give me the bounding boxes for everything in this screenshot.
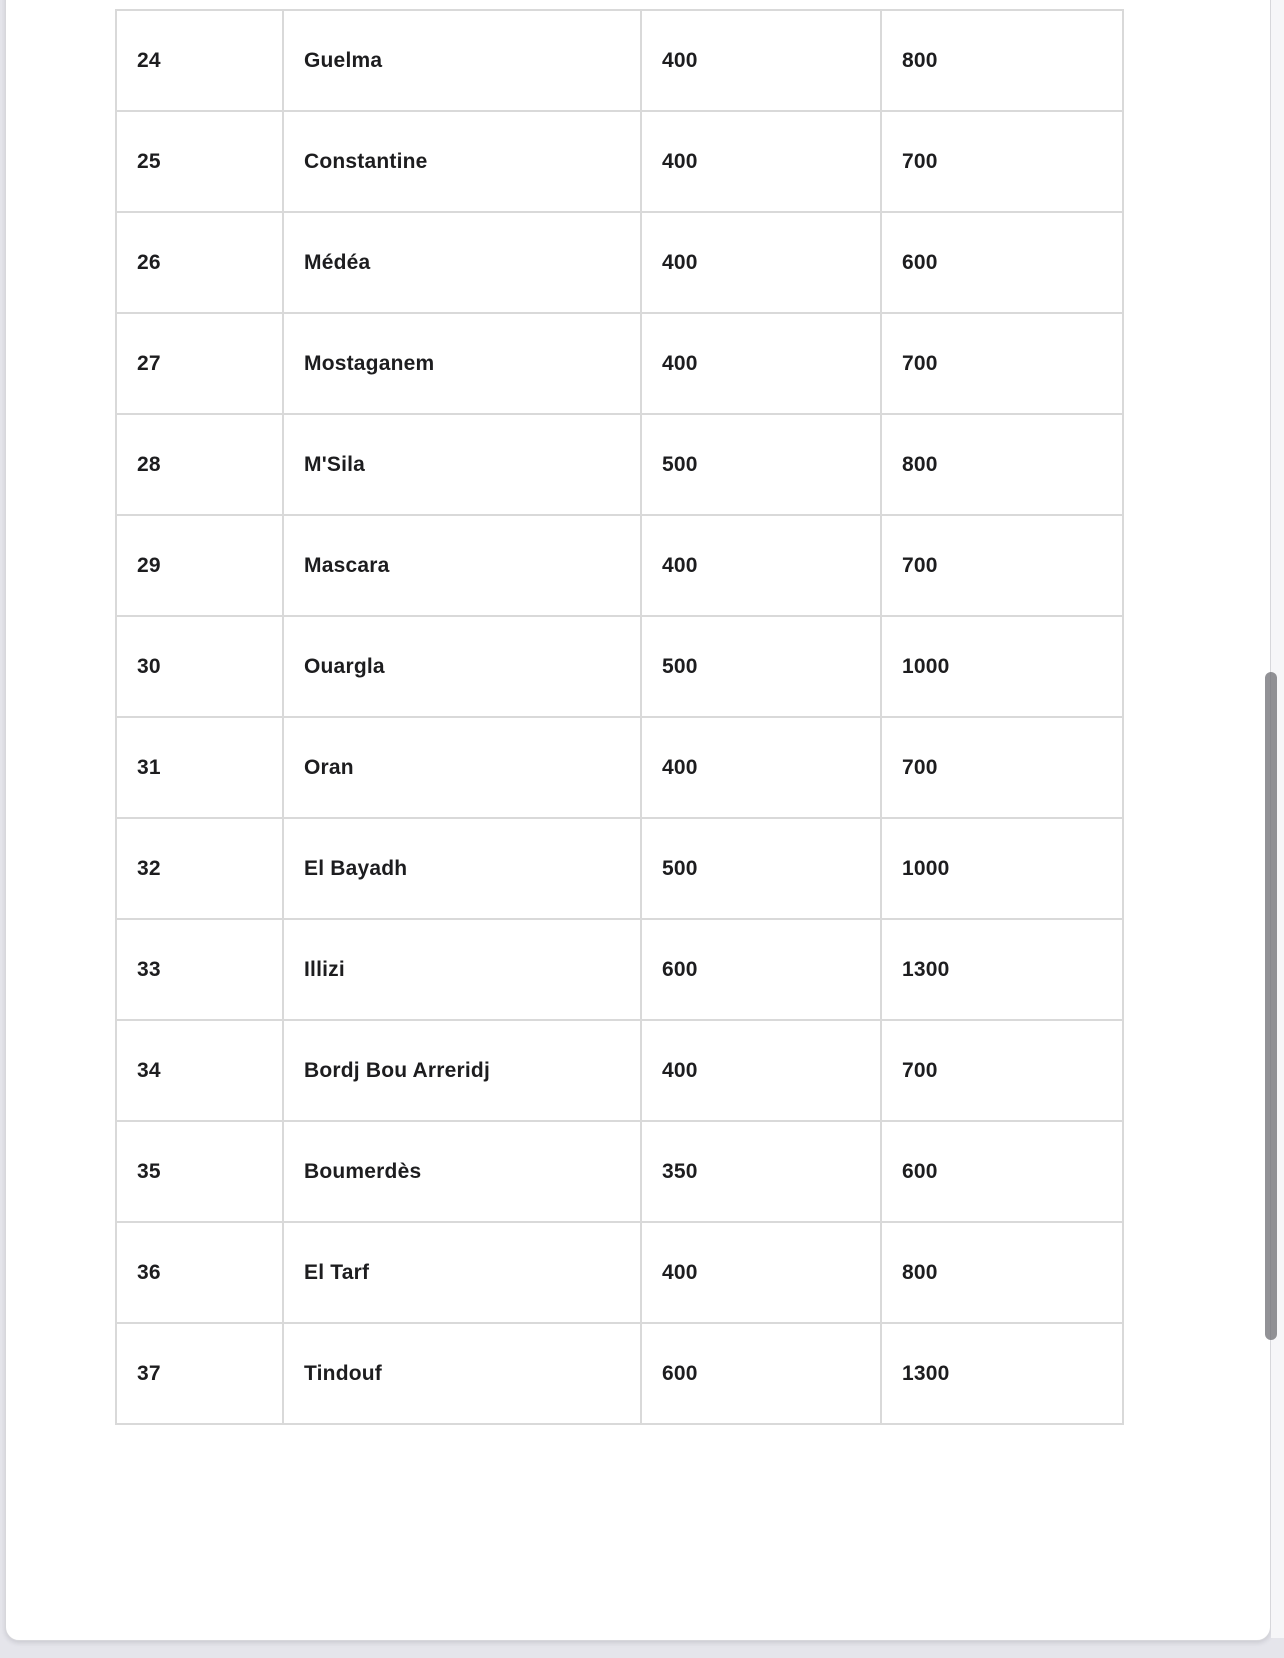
price-1-cell: 400 (641, 1222, 881, 1323)
wilaya-name-cell: Boumerdès (283, 1121, 641, 1222)
wilaya-name-cell: El Bayadh (283, 818, 641, 919)
wilaya-name-cell: Illizi (283, 919, 641, 1020)
price-2-cell: 700 (881, 515, 1123, 616)
row-number-cell: 36 (116, 1222, 283, 1323)
table-row (116, 818, 1123, 919)
table-row (116, 414, 1123, 515)
price-1-cell: 600 (641, 1323, 881, 1424)
row-number-cell: 33 (116, 919, 283, 1020)
table-row (116, 919, 1123, 1020)
table-row (116, 515, 1123, 616)
price-1-cell: 400 (641, 10, 881, 111)
price-2-cell: 800 (881, 1222, 1123, 1323)
table-row (116, 1121, 1123, 1222)
table-row (116, 1323, 1123, 1424)
table-row (116, 717, 1123, 818)
wilaya-name-cell: Constantine (283, 111, 641, 212)
price-2-cell: 1000 (881, 616, 1123, 717)
price-2-cell: 700 (881, 313, 1123, 414)
wilaya-name-cell: Guelma (283, 10, 641, 111)
wilaya-name-cell: Mostaganem (283, 313, 641, 414)
price-1-cell: 400 (641, 111, 881, 212)
wilaya-name-cell: Mascara (283, 515, 641, 616)
wilaya-name-cell: Bordj Bou Arreridj (283, 1020, 641, 1121)
price-2-cell: 700 (881, 1020, 1123, 1121)
wilaya-name-cell: Oran (283, 717, 641, 818)
table-row (116, 616, 1123, 717)
price-1-cell: 500 (641, 818, 881, 919)
wilaya-name-cell: El Tarf (283, 1222, 641, 1323)
price-1-cell: 400 (641, 515, 881, 616)
row-number-cell: 28 (116, 414, 283, 515)
row-number-cell: 34 (116, 1020, 283, 1121)
table-row (116, 313, 1123, 414)
price-2-cell: 600 (881, 212, 1123, 313)
row-number-cell: 27 (116, 313, 283, 414)
wilaya-name-cell: M'Sila (283, 414, 641, 515)
price-2-cell: 1300 (881, 919, 1123, 1020)
table-row (116, 111, 1123, 212)
price-1-cell: 400 (641, 1020, 881, 1121)
price-2-cell: 800 (881, 10, 1123, 111)
row-number-cell: 32 (116, 818, 283, 919)
price-1-cell: 500 (641, 414, 881, 515)
shipping-price-table (115, 9, 1124, 1425)
table-row (116, 212, 1123, 313)
row-number-cell: 31 (116, 717, 283, 818)
price-2-cell: 800 (881, 414, 1123, 515)
table-row (116, 10, 1123, 111)
row-number-cell: 25 (116, 111, 283, 212)
wilaya-name-cell: Médéa (283, 212, 641, 313)
price-2-cell: 1300 (881, 1323, 1123, 1424)
row-number-cell: 29 (116, 515, 283, 616)
scrollbar-thumb[interactable] (1265, 672, 1277, 1340)
price-1-cell: 500 (641, 616, 881, 717)
price-2-cell: 600 (881, 1121, 1123, 1222)
wilaya-name-cell: Tindouf (283, 1323, 641, 1424)
row-number-cell: 24 (116, 10, 283, 111)
wilaya-name-cell: Ouargla (283, 616, 641, 717)
price-1-cell: 400 (641, 212, 881, 313)
price-2-cell: 700 (881, 111, 1123, 212)
table-row (116, 1222, 1123, 1323)
price-1-cell: 600 (641, 919, 881, 1020)
price-1-cell: 350 (641, 1121, 881, 1222)
row-number-cell: 26 (116, 212, 283, 313)
price-1-cell: 400 (641, 717, 881, 818)
row-number-cell: 37 (116, 1323, 283, 1424)
table-row (116, 1020, 1123, 1121)
row-number-cell: 30 (116, 616, 283, 717)
price-2-cell: 1000 (881, 818, 1123, 919)
price-2-cell: 700 (881, 717, 1123, 818)
price-1-cell: 400 (641, 313, 881, 414)
row-number-cell: 35 (116, 1121, 283, 1222)
